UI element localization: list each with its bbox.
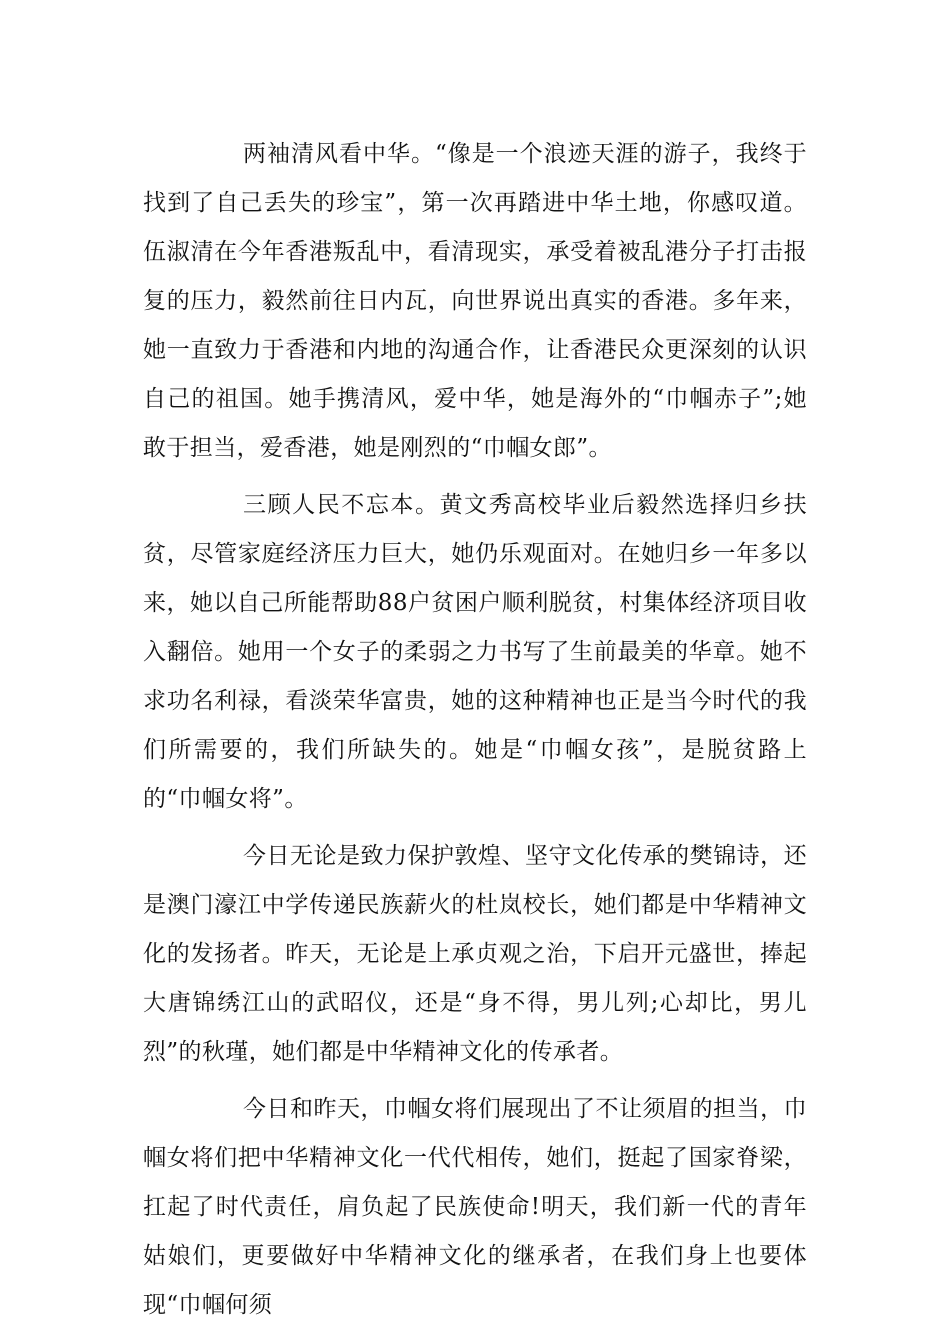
paragraph-3: 今日无论是致力保护敦煌、坚守文化传承的樊锦诗，还是澳门濠江中学传递民族薪火的杜岚校长，她们都是中华精神文化的发扬者。昨天，无论是上承贞观之治，下启开元盛世，捧起大唐锦绣江山的武昭仪，还是“身不得，男儿列;心却比，男儿烈”的秋瑾，她们都是中华精神文化的传承者。 xyxy=(143,843,807,1065)
document-body xyxy=(143,130,807,1338)
paragraph-1: 两袖清风看中华。“像是一个浪迹天涯的游子，我终于找到了自己丢失的珍宝”，第一次再踏进中华土地，你感叹道。伍淑清在今年香港叛乱中，看清现实，承受着被乱港分子打击报复的压力，毅然前往日内瓦，向世界说出真实的香港。多年来，她一直致力于香港和内地的沟通合作，让香港民众更深刻的认识自己的祖国。她手携清风，爱中华，她是海外的“巾帼赤子”;她敢于担当，爱香港，她是刚烈的“巾帼女郎”。 xyxy=(143,141,807,461)
paragraph-2: 三顾人民不忘本。黄文秀高校毕业后毅然选择归乡扶贫，尽管家庭经济压力巨大，她仍乐观面对。在她归乡一年多以来，她以自己所能帮助88户贫困户顺利脱贫，村集体经济项目收入翻倍。她用一个女子的柔弱之力书写了生前最美的华章。她不求功名利禄，看淡荣华富贵，她的这种精神也正是当今时代的我们所需要的，我们所缺失的。她是“巾帼女孩”，是脱贫路上的“巾帼女将”。 xyxy=(143,492,807,812)
paragraph-4: 今日和昨天，巾帼女将们展现出了不让须眉的担当，巾帼女将们把中华精神文化一代代相传，她们，挺起了国家脊梁，扛起了时代责任，肩负起了民族使命!明天，我们新一代的青年姑娘们，更要做好中华精神文化的继承者，在我们身上也要体现“巾帼何须 xyxy=(143,1096,807,1318)
